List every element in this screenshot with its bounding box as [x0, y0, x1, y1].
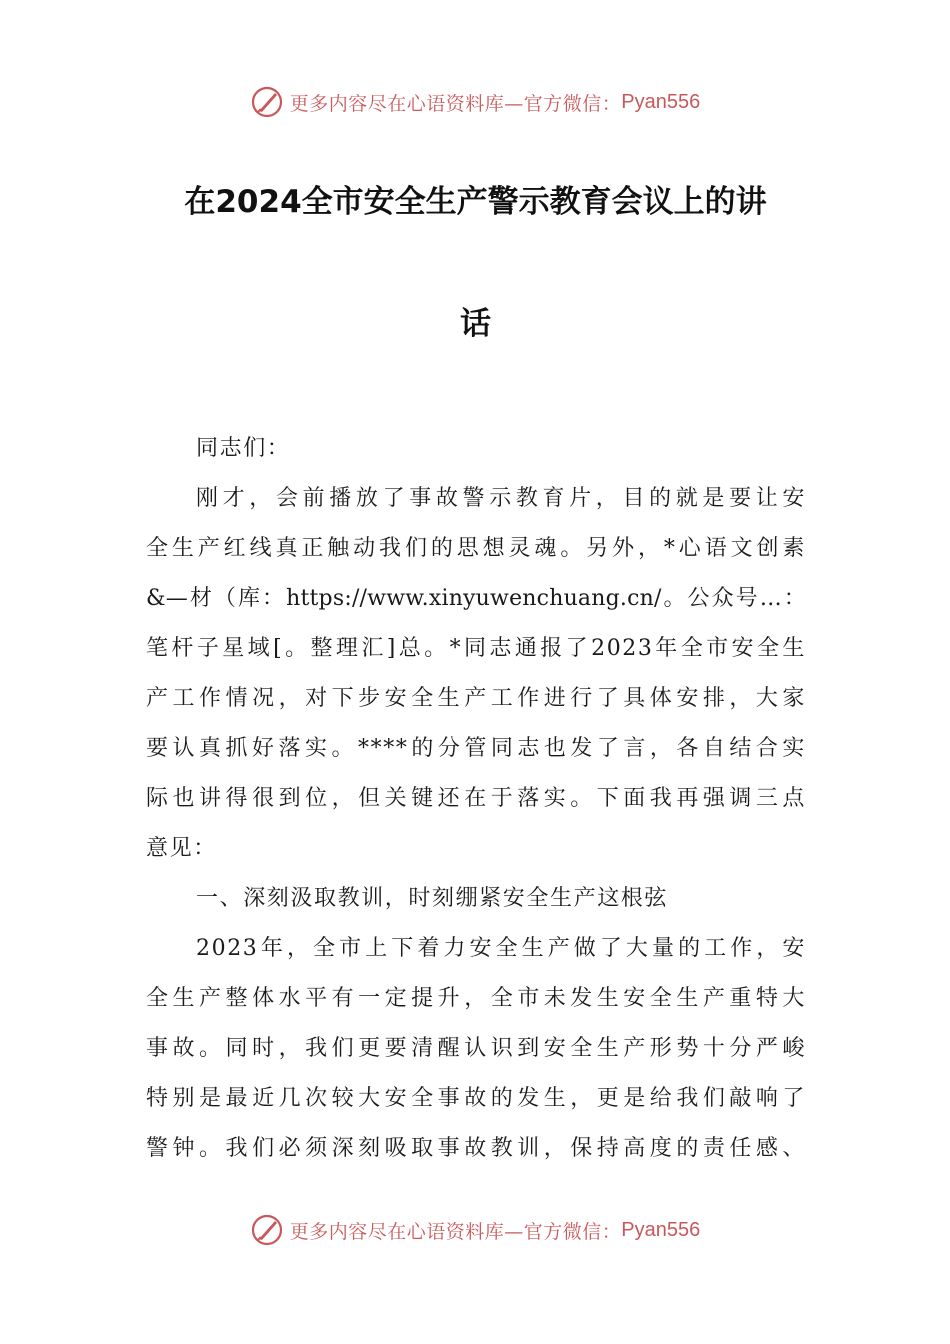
watermark-wechat-id: Pyan556: [621, 1218, 701, 1241]
body-paragraph-1: [146, 924, 806, 1174]
watermark-banner-top: [0, 80, 950, 124]
paragraph-line: 产工作情况，对下步安全生产工作进行了具体安排，大家: [146, 686, 806, 711]
paragraph-line: 警钟。我们必须深刻吸取事故教训，保持高度的责任感、: [146, 1136, 806, 1161]
watermark-wechat-label: 官方微信：: [523, 1220, 622, 1243]
watermark-text: 更多内容尽在心语资料库—: [289, 1220, 524, 1243]
paragraph-line: 事故。同时，我们更要清醒认识到安全生产形势十分严峻: [146, 1036, 806, 1061]
paragraph-line: 特别是最近几次较大安全事故的发生，更是给我们敲响了: [146, 1086, 806, 1111]
document-title-line-1: 在2024全市安全生产警示教育会议上的讲: [184, 184, 767, 220]
paragraph-line: 全生产红线真正触动我们的思想灵魂。另外，*心语文创素: [146, 536, 806, 561]
watermark-text: 更多内容尽在心语资料库—: [289, 92, 524, 115]
paragraph-line: 笔杆子星域[。整理汇]总。*同志通报了2023年全市安全生: [146, 636, 806, 661]
document-title-line-2: 话: [460, 306, 491, 342]
paragraph-line: 全生产整体水平有一定提升，全市未发生安全生产重特大: [146, 986, 806, 1011]
paragraph-line: &—材（库：https://www.xinyuwenchuang.cn/。公众号…：: [146, 586, 806, 611]
section-heading-1: [146, 874, 806, 924]
intro-paragraph: [146, 474, 806, 874]
quill-logo-icon: [250, 85, 284, 119]
paragraph-line: 刚才，会前播放了事故警示教育片，目的就是要让安: [196, 486, 806, 511]
quill-logo-icon: [250, 1213, 284, 1247]
paragraph-line: 要认真抓好落实。****的分管同志也发了言，各自结合实: [146, 736, 806, 761]
heading-line: 一、深刻汲取教训，时刻绷紧安全生产这根弦: [196, 886, 669, 911]
paragraph-line: 2023年，全市上下着力安全生产做了大量的工作，安: [196, 936, 806, 961]
watermark-wechat-id: Pyan556: [621, 90, 701, 113]
watermark-wechat-label: 官方微信：: [523, 92, 622, 115]
paragraph-line: 意见：: [146, 836, 217, 861]
paragraph-line: 际也讲得很到位，但关键还在于落实。下面我再强调三点: [146, 786, 806, 811]
watermark-banner-bottom: [0, 1208, 950, 1252]
paragraph-line: 同志们：: [196, 436, 291, 461]
salutation-paragraph: [146, 424, 806, 474]
